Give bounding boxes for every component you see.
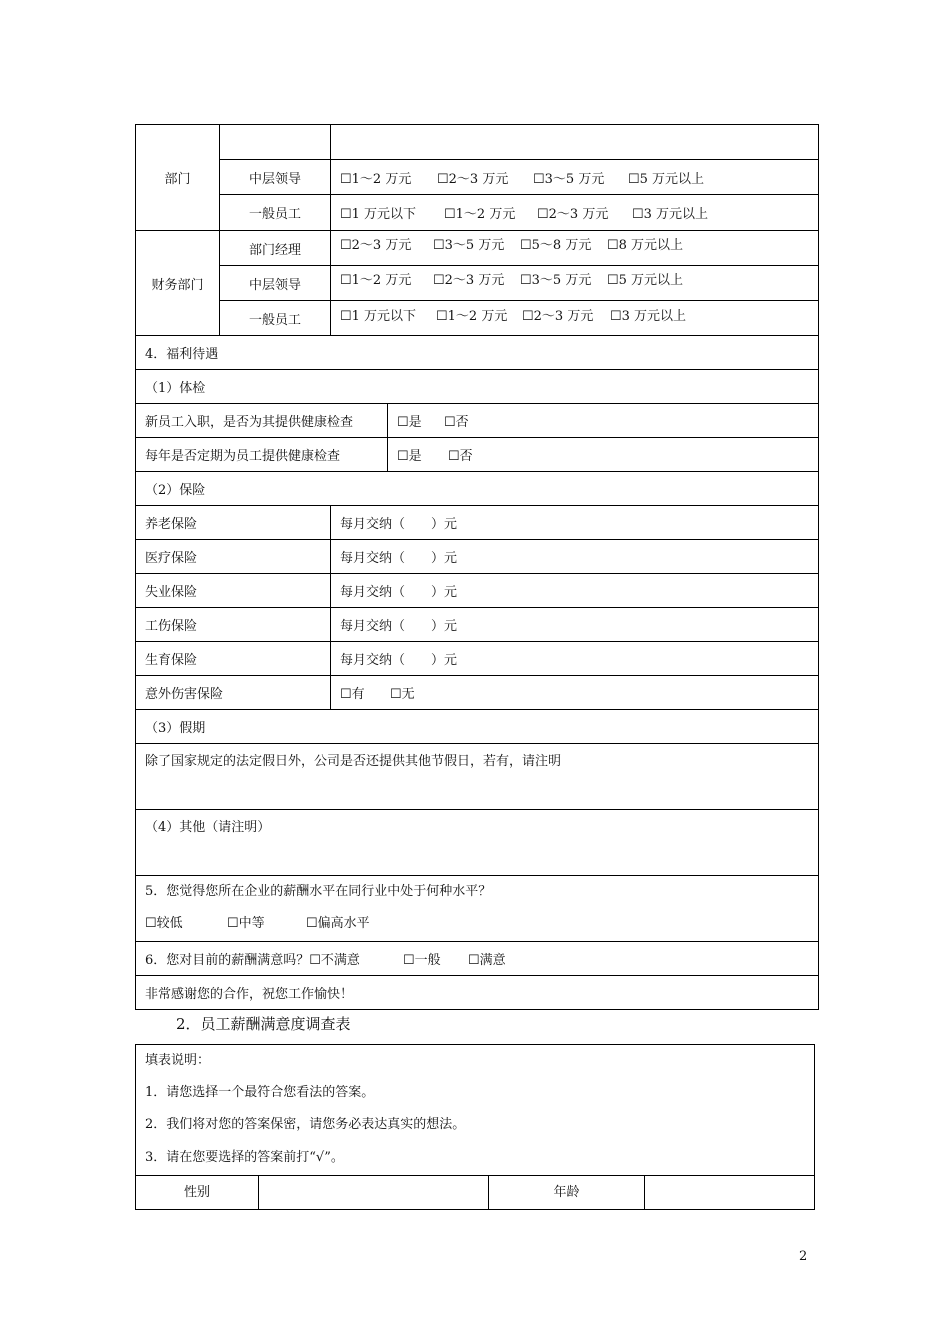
option-checkbox[interactable]: ☐1～2 万元 xyxy=(340,171,412,187)
q5-text: 5．您觉得您所在企业的薪酬水平在同行业中处于何种水平？ xyxy=(145,883,492,899)
checkup-question: 新员工入职，是否为其提供健康检查 xyxy=(145,415,354,430)
option-checkbox[interactable]: ☐3 万元以上 xyxy=(632,207,709,222)
no-checkbox[interactable]: ☐否 xyxy=(444,415,469,430)
option-checkbox[interactable]: ☐3 万元以上 xyxy=(610,308,687,324)
insurance-name: 工伤保险 xyxy=(145,619,198,634)
age-label: 年龄 xyxy=(553,1184,580,1200)
page-number: 2 xyxy=(799,1249,808,1264)
yes-checkbox[interactable]: ☐是 xyxy=(397,449,422,464)
insurance-value: 每月交纳（ ）元 xyxy=(340,585,458,600)
thanks-text: 非常感谢您的合作，祝您工作愉快！ xyxy=(145,987,354,1002)
checkup-question: 每年是否定期为员工提供健康检查 xyxy=(145,449,341,464)
insurance-name: 生育保险 xyxy=(145,653,198,668)
table-border xyxy=(814,1044,815,1210)
insurance-value: 每月交纳（ ）元 xyxy=(340,551,458,566)
role-label: 一般员工 xyxy=(248,207,301,222)
q5-option[interactable]: ☐中等 xyxy=(227,915,265,931)
section-title: 2．员工薪酬满意度调查表 xyxy=(176,1015,351,1033)
checkup-heading: （1）体检 xyxy=(145,381,206,396)
age-field[interactable] xyxy=(645,1176,814,1209)
yes-checkbox[interactable]: ☐是 xyxy=(397,415,422,430)
option-checkbox[interactable]: ☐3～5 万元 xyxy=(533,171,605,187)
option-checkbox[interactable]: ☐5 万元以上 xyxy=(628,171,705,187)
q5-option[interactable]: ☐偏高水平 xyxy=(306,915,370,931)
table-border xyxy=(818,124,819,1010)
option-checkbox[interactable]: ☐8 万元以上 xyxy=(607,237,684,253)
insurance-value: 每月交纳（ ）元 xyxy=(340,517,458,532)
option-checkbox[interactable]: ☐1 万元以下 xyxy=(340,308,417,324)
table-border xyxy=(135,1209,815,1210)
q6-option[interactable]: ☐满意 xyxy=(468,953,506,968)
gender-label: 性别 xyxy=(183,1184,210,1200)
role-label: 部门经理 xyxy=(248,242,301,258)
q6-text: 6．您对目前的薪酬满意吗？☐不满意 xyxy=(145,953,360,968)
insurance-name: 失业保险 xyxy=(145,585,198,600)
option-checkbox[interactable]: ☐1～2 万元 xyxy=(436,308,508,324)
insurance-name: 养老保险 xyxy=(145,517,198,532)
yes-checkbox[interactable]: ☐有 xyxy=(340,687,365,702)
accident-insurance-name: 意外伤害保险 xyxy=(145,687,224,702)
option-checkbox[interactable]: ☐3～5 万元 xyxy=(433,237,505,253)
holiday-heading: （3）假期 xyxy=(145,721,206,736)
dept-label: 部门 xyxy=(164,172,191,187)
option-checkbox[interactable]: ☐5 万元以上 xyxy=(607,272,684,288)
option-checkbox[interactable]: ☐2～3 万元 xyxy=(340,237,412,253)
insurance-value: 每月交纳（ ）元 xyxy=(340,653,458,668)
holiday-question: 除了国家规定的法定假日外，公司是否还提供其他节假日，若有，请注明 xyxy=(145,754,562,769)
instruction-line: 1．请您选择一个最符合您看法的答案。 xyxy=(145,1084,375,1100)
table-border xyxy=(387,403,388,471)
no-checkbox[interactable]: ☐否 xyxy=(448,449,473,464)
option-checkbox[interactable]: ☐1～2 万元 xyxy=(340,272,412,288)
table-border xyxy=(330,124,331,336)
other-heading: （4）其他（请注明） xyxy=(145,820,271,835)
insurance-value: 每月交纳（ ）元 xyxy=(340,619,458,634)
role-label: 中层领导 xyxy=(248,171,301,187)
option-checkbox[interactable]: ☐2～3 万元 xyxy=(522,308,594,324)
welfare-heading: 4．福利待遇 xyxy=(145,347,219,362)
no-checkbox[interactable]: ☐无 xyxy=(390,687,415,702)
table-border xyxy=(135,1044,815,1045)
option-checkbox[interactable]: ☐2～3 万元 xyxy=(433,272,505,288)
option-checkbox[interactable]: ☐2～3 万元 xyxy=(437,171,509,187)
option-checkbox[interactable]: ☐3～5 万元 xyxy=(520,272,592,288)
role-label: 中层领导 xyxy=(248,277,301,293)
option-checkbox[interactable]: ☐1～2 万元 xyxy=(444,207,516,222)
role-label: 一般员工 xyxy=(248,312,301,328)
gender-field[interactable] xyxy=(259,1176,488,1209)
finance-dept-label: 财务部门 xyxy=(151,277,204,293)
q5-option[interactable]: ☐较低 xyxy=(145,915,183,931)
table-border xyxy=(135,1009,819,1010)
option-checkbox[interactable]: ☐5～8 万元 xyxy=(520,237,592,253)
option-checkbox[interactable]: ☐1 万元以下 xyxy=(340,207,417,222)
insurance-name: 医疗保险 xyxy=(145,551,198,566)
q6-option[interactable]: ☐一般 xyxy=(403,953,441,968)
instruction-line: 3．请在您要选择的答案前打“√”。 xyxy=(145,1149,344,1165)
option-checkbox[interactable]: ☐2～3 万元 xyxy=(537,207,609,222)
instructions-title: 填表说明： xyxy=(145,1052,211,1068)
table-border xyxy=(135,124,819,125)
instruction-line: 2．我们将对您的答案保密，请您务必表达真实的想法。 xyxy=(145,1116,466,1132)
insurance-heading: （2）保险 xyxy=(145,483,206,498)
